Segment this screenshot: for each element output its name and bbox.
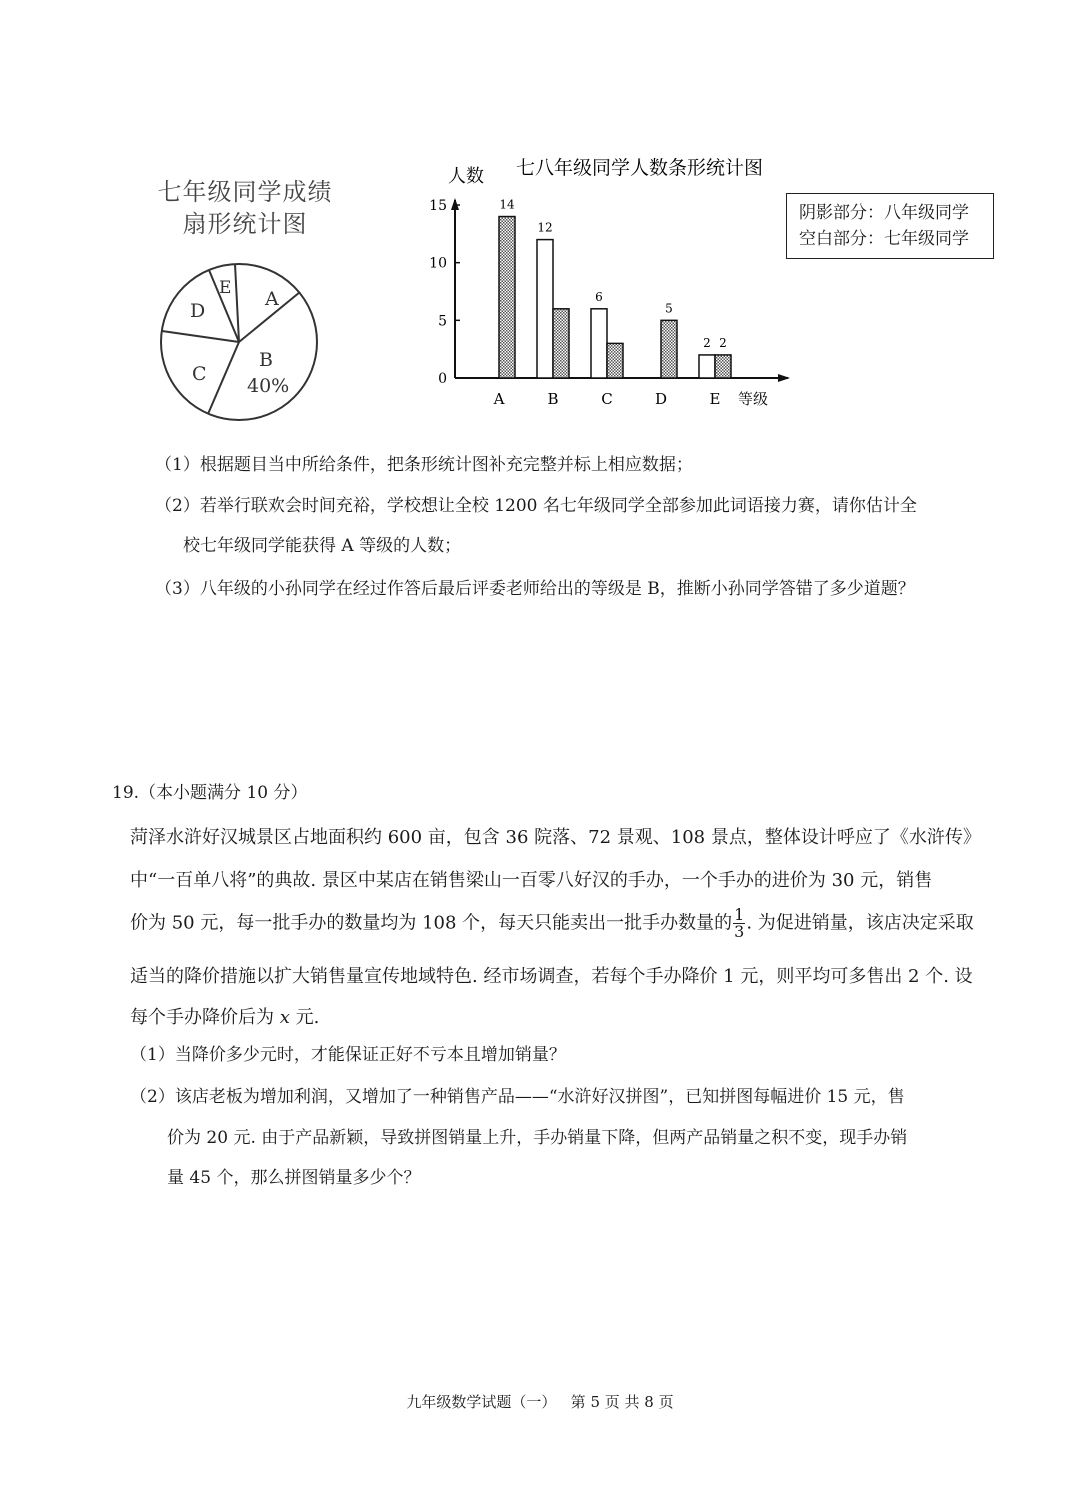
legend-item-grade7: 空白部分：七年级同学 (799, 229, 969, 249)
pie-label-a: A (265, 288, 279, 310)
x-tick-label-E: E (709, 390, 721, 408)
q19-part2-line1: （2）该店老板为增加利润，又增加了一种销售产品——“水浒好汉拼图”，已知拼图每幅进价 15 元，售 (130, 1087, 905, 1107)
y-tick-label-10: 10 (429, 255, 447, 272)
q19-line2: 中“一百单八将”的典故. 景区中某店在销售梁山一百零八好汉的手办，一个手办的进价为 30 元，销售 (130, 870, 933, 891)
bar-grade8-D (661, 320, 677, 378)
pie-chart-title (150, 176, 340, 240)
bar-chart-title: 七八年级同学人数条形统计图 (516, 157, 764, 179)
bar-chart-legend (786, 193, 994, 259)
bar-grade8-B (553, 309, 569, 378)
fraction-denominator: 3 (734, 922, 745, 941)
pie-label-b-percent: 40% (247, 375, 290, 397)
q18-part2-line2: 校七年级同学能获得 A 等级的人数； (183, 536, 462, 556)
bar-grade8-A (499, 217, 515, 378)
one-third-fraction (733, 907, 745, 940)
bar-grade7-E (699, 355, 715, 378)
q19-part2-line2: 价为 20 元. 由于产品新颖，导致拼图销量上升，手办销量下降，但两产品销量之积不变，现手办销 (167, 1128, 908, 1148)
y-axis-label: 人数 (448, 166, 484, 187)
pie-title-line1: 七年级同学成绩 (157, 178, 333, 206)
q19-part1: （1）当降价多少元时，才能保证正好不亏本且增加销量？ (130, 1045, 566, 1065)
q19-line5-start: 每个手办降价后为 (130, 1007, 280, 1028)
q19-line4: 适当的降价措施以扩大销售量宣传地域特色. 经市场调查，若每个手办降价 1 元，则平均可多售出 2 个. 设 (130, 966, 973, 987)
fraction-numerator: 1 (734, 905, 745, 924)
y-tick-label-5: 5 (438, 313, 447, 330)
q18-part2-line1: （2）若举行联欢会时间充裕，学校想让全校 1200 名七年级同学全部参加此词语接力赛，请你估计全 (155, 496, 917, 516)
q19-line5 (130, 1003, 319, 1029)
x-axis-label: 等级 (738, 390, 769, 408)
pie-label-d: D (190, 300, 206, 322)
data-label-grade7-E: 2 (703, 335, 711, 350)
legend-item-grade8: 阴影部分：八年级同学 (799, 203, 969, 223)
pie-divider-e-a (235, 264, 239, 342)
pie-divider-b-c (208, 342, 239, 414)
x-tick-label-C: C (601, 390, 613, 408)
pie-label-c: C (192, 363, 207, 385)
pie-chart (155, 258, 325, 428)
bar-grade7-C (591, 309, 607, 378)
bar-grade8-E (715, 355, 731, 378)
q19-header: 19.（本小题满分 10 分） (112, 783, 308, 803)
pie-divider-c-d (162, 331, 239, 342)
q18-part1: （1）根据题目当中所给条件，把条形统计图补充完整并标上相应数据； (155, 455, 693, 475)
pie-label-b: B (259, 349, 273, 371)
x-tick-label-D: D (654, 390, 668, 408)
data-label-grade8-D: 5 (665, 301, 673, 316)
pie-label-e: E (219, 278, 232, 298)
x-tick-label-B: B (547, 390, 559, 408)
x-axis-arrow (778, 374, 790, 382)
page-footer: 九年级数学试题（一） 第 5 页 共 8 页 (406, 1393, 674, 1411)
x-tick-label-A: A (493, 390, 505, 408)
q18-part3: （3）八年级的小孙同学在经过作答后最后评委老师给出的等级是 B，推断小孙同学答错了多少道题？ (155, 579, 915, 599)
bar-grade7-B (537, 240, 553, 378)
q19-part2-line3: 量 45 个，那么拼图销量多少个？ (167, 1168, 421, 1188)
data-label-grade7-B: 12 (537, 220, 553, 235)
y-axis-arrow (451, 198, 459, 210)
data-label-grade8-E: 2 (719, 335, 727, 350)
bar-chart (410, 150, 810, 412)
data-label-grade7-C: 6 (595, 289, 603, 304)
q19-line3-end: . 为促进销量，该店决定采取 (746, 912, 974, 934)
q19-line3-start: 价为 50 元，每一批手办的数量均为 108 个，每天只能卖出一批手办数量的 (130, 912, 733, 934)
data-label-grade8-A: 14 (499, 197, 515, 212)
q19-line1: 菏泽水浒好汉城景区占地面积约 600 亩，包含 36 院落、72 景观、108 景点，整体设计呼应了《水浒传》 (130, 827, 981, 848)
pie-title-line2: 扇形统计图 (182, 210, 308, 238)
variable-x: x (279, 1007, 290, 1028)
y-tick-label-15: 15 (429, 198, 447, 214)
bar-grade8-C (607, 343, 623, 378)
y-tick-label-0: 0 (438, 371, 447, 387)
q19-line3 (130, 907, 974, 940)
q19-line5-end: 元. (289, 1007, 320, 1028)
